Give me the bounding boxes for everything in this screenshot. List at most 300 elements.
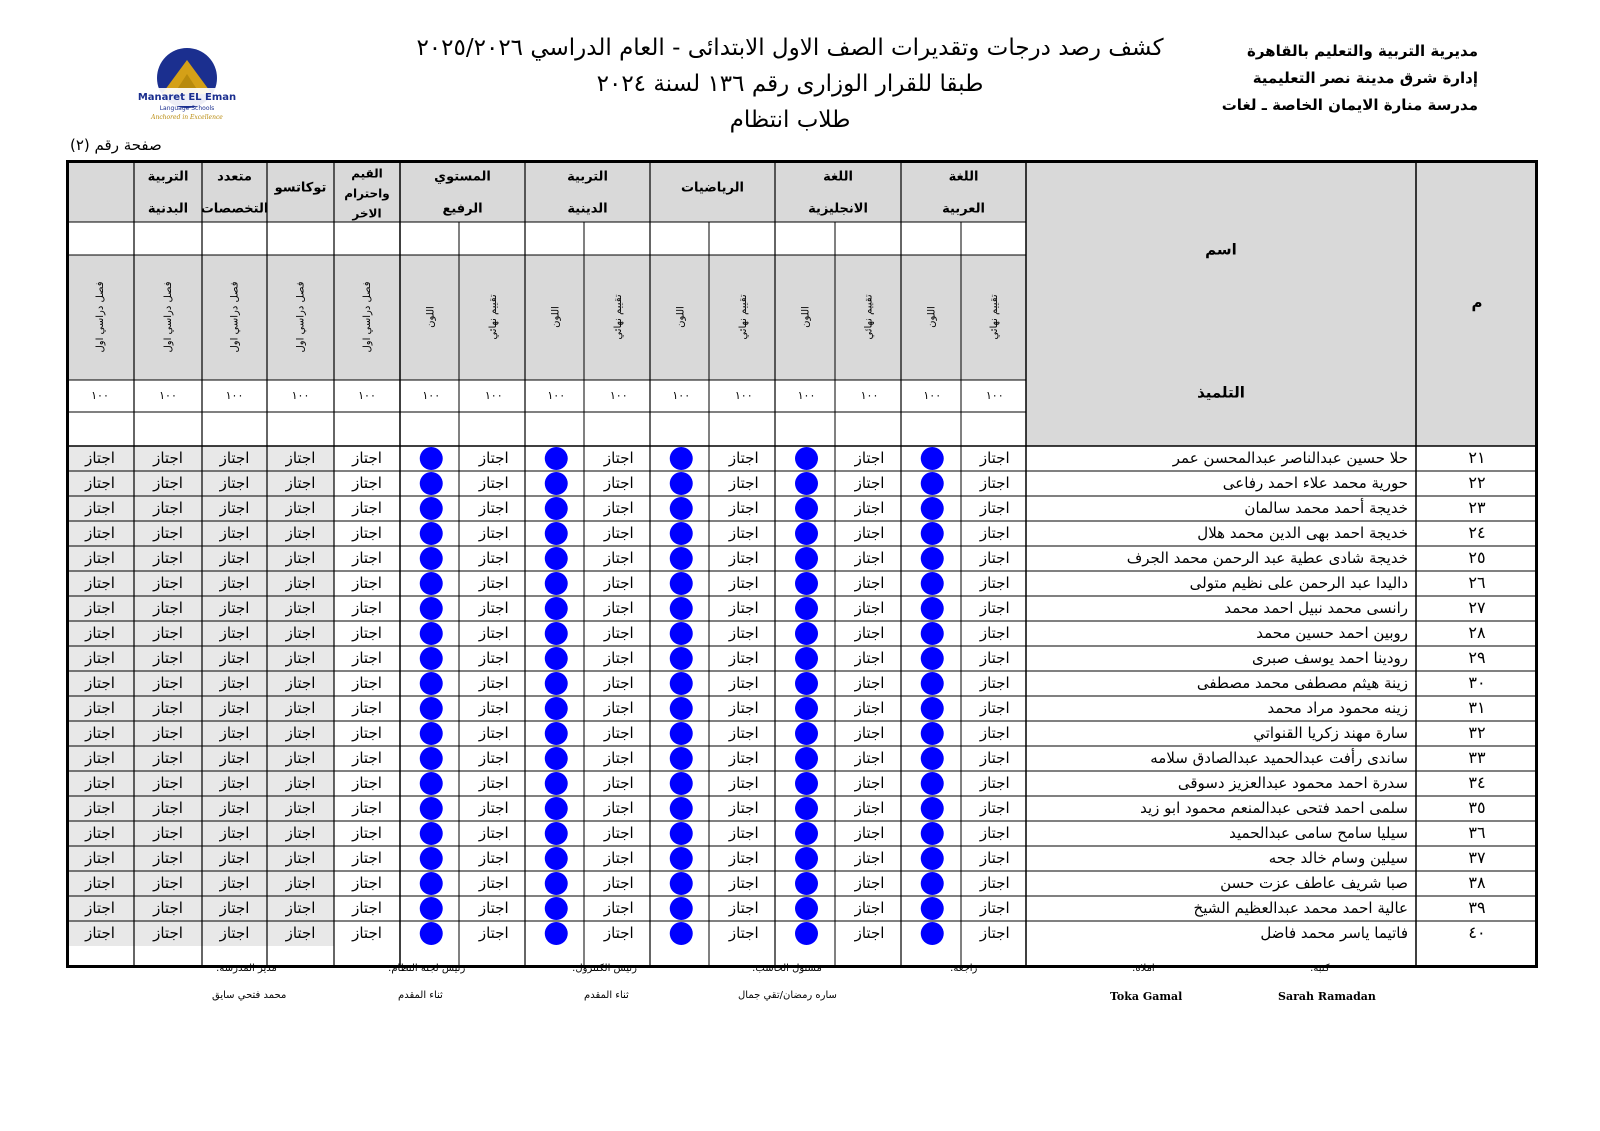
grade-cell: اجتاز <box>219 849 250 867</box>
row-number: ٣٨ <box>1468 873 1486 892</box>
grade-cell: اجتاز <box>603 799 634 817</box>
grade-color-dot <box>420 472 443 495</box>
grade-color-dot <box>921 772 944 795</box>
grade-cell: اجتاز <box>854 524 885 542</box>
grade-color-dot <box>670 597 693 620</box>
max-score: ١٠٠ <box>672 389 691 402</box>
grade-cell: اجتاز <box>603 674 634 692</box>
grade-cell: اجتاز <box>352 849 382 867</box>
grade-color-dot <box>545 597 568 620</box>
grade-cell: اجتاز <box>219 774 250 792</box>
grade-color-dot <box>670 922 693 945</box>
subject-header: واحترام <box>344 186 390 201</box>
grade-color-dot <box>921 497 944 520</box>
grade-cell: اجتاز <box>219 749 250 767</box>
grade-cell: اجتاز <box>728 549 759 567</box>
svg-text:Language Schools: Language Schools <box>159 105 215 112</box>
grade-cell: اجتاز <box>979 924 1010 942</box>
grade-cell: اجتاز <box>285 474 316 492</box>
svg-text:Manaret EL Eman: Manaret EL Eman <box>137 92 237 103</box>
grade-color-dot <box>921 672 944 695</box>
grade-cell: اجتاز <box>219 899 250 917</box>
grade-cell: اجتاز <box>478 649 509 667</box>
school-logo <box>132 46 242 124</box>
grade-color-dot <box>420 897 443 920</box>
student-name: خديجة احمد بهى الدين محمد هلال <box>1197 524 1408 542</box>
grade-cell: اجتاز <box>603 874 634 892</box>
grade-cell: اجتاز <box>854 624 885 642</box>
student-name: سدرة احمد محمود عبدالعزيز دسوقى <box>1177 774 1408 792</box>
grade-cell: اجتاز <box>603 574 634 592</box>
grade-color-dot <box>795 672 818 695</box>
principal-value: محمد فتحي سايق <box>212 990 287 1001</box>
grade-color-dot <box>795 597 818 620</box>
grade-color-dot <box>420 722 443 745</box>
grade-cell: اجتاز <box>352 699 382 717</box>
grade-cell: اجتاز <box>285 749 316 767</box>
grade-cell: اجتاز <box>603 924 634 942</box>
grade-cell: اجتاز <box>85 474 115 492</box>
grade-color-dot <box>420 497 443 520</box>
grade-cell: اجتاز <box>219 499 250 517</box>
subject-header: الانجليزية <box>808 201 868 217</box>
grade-cell: اجتاز <box>285 874 316 892</box>
grade-cell: اجتاز <box>219 924 250 942</box>
grade-cell: اجتاز <box>219 874 250 892</box>
grade-cell: اجتاز <box>352 624 382 642</box>
grade-color-dot <box>545 647 568 670</box>
grade-cell: اجتاز <box>979 549 1010 567</box>
grade-cell: اجتاز <box>285 624 316 642</box>
grade-cell: اجتاز <box>603 474 634 492</box>
header-band <box>66 412 1026 446</box>
grade-cell: اجتاز <box>85 549 115 567</box>
grade-cell: اجتاز <box>153 899 183 917</box>
grade-cell: اجتاز <box>85 824 115 842</box>
grade-cell: اجتاز <box>285 824 316 842</box>
grade-cell: اجتاز <box>478 574 509 592</box>
grade-color-dot <box>795 822 818 845</box>
grade-cell: اجتاز <box>478 849 509 867</box>
dictated-value: Toka Gamal <box>1110 990 1183 1003</box>
grade-cell: اجتاز <box>478 524 509 542</box>
grade-cell: اجتاز <box>85 599 115 617</box>
grade-color-dot <box>670 447 693 470</box>
grade-cell: اجتاز <box>728 624 759 642</box>
first-term-label: فصل دراسي اول <box>163 281 174 353</box>
max-score: ١٠٠ <box>860 389 879 402</box>
grade-cell: اجتاز <box>352 499 382 517</box>
grade-color-dot <box>670 722 693 745</box>
row-number: ٣٩ <box>1468 898 1486 917</box>
grade-color-dot <box>670 772 693 795</box>
row-number: ٢٤ <box>1468 523 1486 542</box>
grade-cell: اجتاز <box>85 924 115 942</box>
final-evaluation-label: تقييم نهائي <box>988 294 1000 340</box>
grade-cell: اجتاز <box>728 899 759 917</box>
dictated-label: املاه: <box>1132 963 1155 974</box>
grade-cell: اجتاز <box>352 524 382 542</box>
name-header-top: اسم <box>1205 240 1237 259</box>
grade-cell: اجتاز <box>219 724 250 742</box>
grade-color-dot <box>921 847 944 870</box>
grade-color-dot <box>921 922 944 945</box>
grade-cell: اجتاز <box>478 924 509 942</box>
grade-cell: اجتاز <box>979 849 1010 867</box>
grade-cell: اجتاز <box>979 649 1010 667</box>
subject-header: الرفيع <box>442 201 483 217</box>
grade-cell: اجتاز <box>979 574 1010 592</box>
grade-cell: اجتاز <box>979 724 1010 742</box>
grade-cell: اجتاز <box>854 724 885 742</box>
grade-cell: اجتاز <box>85 849 115 867</box>
grade-cell: اجتاز <box>352 574 382 592</box>
grade-color-dot <box>795 922 818 945</box>
grade-cell: اجتاز <box>153 774 183 792</box>
grade-color-dot <box>545 672 568 695</box>
grade-color-dot <box>670 897 693 920</box>
grade-color-dot <box>795 522 818 545</box>
grade-cell: اجتاز <box>478 899 509 917</box>
student-name: حورية محمد علاء احمد رفاعى <box>1222 474 1408 492</box>
student-name: سيلين وسام خالد جحه <box>1268 849 1408 867</box>
grade-color-dot <box>545 622 568 645</box>
grade-cell: اجتاز <box>85 524 115 542</box>
grade-cell: اجتاز <box>478 474 509 492</box>
grade-cell: اجتاز <box>979 599 1010 617</box>
final-evaluation-label: تقييم نهائي <box>612 294 624 340</box>
grade-color-dot <box>795 472 818 495</box>
reviewed-label: راجعه: <box>950 963 978 974</box>
grade-cell: اجتاز <box>153 524 183 542</box>
max-score: ١٠٠ <box>547 389 566 402</box>
grade-cell: اجتاز <box>728 524 759 542</box>
grade-cell: اجتاز <box>854 774 885 792</box>
color-label: اللون <box>926 306 938 328</box>
grade-color-dot <box>670 797 693 820</box>
grade-cell: اجتاز <box>219 699 250 717</box>
subject-header: اللغة <box>823 169 853 185</box>
grade-cell: اجتاز <box>478 774 509 792</box>
grade-cell: اجتاز <box>728 699 759 717</box>
grade-cell: اجتاز <box>603 824 634 842</box>
grade-cell: اجتاز <box>352 599 382 617</box>
grade-color-dot <box>545 572 568 595</box>
grade-cell: اجتاز <box>728 449 759 467</box>
student-name: فاتيما ياسر محمد فاضل <box>1260 924 1408 942</box>
header-band <box>66 222 1026 255</box>
row-number: ٢٢ <box>1468 473 1486 492</box>
grade-cell: اجتاز <box>728 574 759 592</box>
max-score: ١٠٠ <box>484 389 503 402</box>
grade-cell: اجتاز <box>979 824 1010 842</box>
max-score: ١٠٠ <box>358 389 376 402</box>
grade-cell: اجتاز <box>153 474 183 492</box>
subject-header: العربية <box>942 201 985 217</box>
grade-cell: اجتاز <box>854 549 885 567</box>
first-term-label: فصل دراسي اول <box>229 281 241 353</box>
control-value: ثناء المقدم <box>584 990 629 1001</box>
grade-color-dot <box>670 747 693 770</box>
grade-color-dot <box>795 897 818 920</box>
grade-cell: اجتاز <box>854 649 885 667</box>
grade-cell: اجتاز <box>153 699 183 717</box>
grade-color-dot <box>670 472 693 495</box>
grade-cell: اجتاز <box>603 649 634 667</box>
row-number: ٢٣ <box>1468 498 1486 517</box>
grade-cell: اجتاز <box>153 874 183 892</box>
grade-cell: اجتاز <box>603 524 634 542</box>
grade-cell: اجتاز <box>85 724 115 742</box>
grade-cell: اجتاز <box>352 474 382 492</box>
subject-header: التخصصات <box>200 201 269 217</box>
grade-color-dot <box>420 697 443 720</box>
grade-color-dot <box>670 822 693 845</box>
grade-cell: اجتاز <box>153 549 183 567</box>
grade-color-dot <box>545 447 568 470</box>
grade-color-dot <box>420 822 443 845</box>
grade-cell: اجتاز <box>979 699 1010 717</box>
subject-header: التربية <box>147 169 189 185</box>
grade-cell: اجتاز <box>728 824 759 842</box>
grade-color-dot <box>420 572 443 595</box>
organization-header <box>1178 38 1478 119</box>
row-number: ٢٥ <box>1468 548 1486 567</box>
page-number: صفحة رقم (٢) <box>70 136 162 154</box>
grade-color-dot <box>545 822 568 845</box>
row-number: ٢٧ <box>1468 598 1486 617</box>
grade-cell: اجتاز <box>352 724 382 742</box>
grade-cell: اجتاز <box>85 674 115 692</box>
grade-cell: اجتاز <box>153 724 183 742</box>
grade-color-dot <box>420 797 443 820</box>
color-label: اللون <box>550 306 562 328</box>
grade-cell: اجتاز <box>285 899 316 917</box>
grade-cell: اجتاز <box>603 849 634 867</box>
grade-cell: اجتاز <box>728 749 759 767</box>
max-score: ١٠٠ <box>609 389 628 402</box>
committee-value: ثناء المقدم <box>398 990 443 1001</box>
grade-cell: اجتاز <box>153 824 183 842</box>
grade-color-dot <box>545 772 568 795</box>
color-label: اللون <box>800 306 812 328</box>
written-by-label: كتبه: <box>1310 963 1330 974</box>
grade-color-dot <box>420 447 443 470</box>
student-name: حلا حسين عبدالناصر عبدالمحسن عمر <box>1172 449 1408 467</box>
decree-line: طبقا للقرار الوزارى رقم ١٣٦ لسنة ٢٠٢٤ <box>596 71 984 97</box>
grade-cell: اجتاز <box>219 549 250 567</box>
grade-cell: اجتاز <box>153 649 183 667</box>
grade-color-dot <box>420 672 443 695</box>
grade-cell: اجتاز <box>153 749 183 767</box>
grade-cell: اجتاز <box>478 724 509 742</box>
grade-cell: اجتاز <box>854 924 885 942</box>
grade-cell: اجتاز <box>85 624 115 642</box>
subject-header: الرياضيات <box>680 180 745 196</box>
grade-cell: اجتاز <box>854 574 885 592</box>
grade-color-dot <box>670 497 693 520</box>
grade-cell: اجتاز <box>478 599 509 617</box>
grade-cell: اجتاز <box>854 799 885 817</box>
grade-color-dot <box>921 697 944 720</box>
grade-color-dot <box>545 697 568 720</box>
grade-cell: اجتاز <box>352 449 382 467</box>
grade-cell: اجتاز <box>352 674 382 692</box>
grade-cell: اجتاز <box>603 774 634 792</box>
grade-color-dot <box>670 547 693 570</box>
grade-cell: اجتاز <box>352 924 382 942</box>
grade-color-dot <box>921 447 944 470</box>
grade-cell: اجتاز <box>979 474 1010 492</box>
grade-cell: اجتاز <box>854 674 885 692</box>
row-number: ٢٩ <box>1468 648 1486 667</box>
grade-color-dot <box>545 747 568 770</box>
grade-color-dot <box>670 522 693 545</box>
student-name: داليدا عبد الرحمن على نظيم متولى <box>1189 574 1408 592</box>
grade-cell: اجتاز <box>153 574 183 592</box>
subject-header: البدنية <box>147 201 189 217</box>
grade-cell: اجتاز <box>85 574 115 592</box>
grade-cell: اجتاز <box>728 724 759 742</box>
grade-cell: اجتاز <box>153 674 183 692</box>
grade-cell: اجتاز <box>285 799 316 817</box>
grade-color-dot <box>795 847 818 870</box>
grade-color-dot <box>670 647 693 670</box>
grade-color-dot <box>795 547 818 570</box>
grade-cell: اجتاز <box>219 799 250 817</box>
grade-cell: اجتاز <box>603 449 634 467</box>
grade-cell: اجتاز <box>219 474 250 492</box>
grade-cell: اجتاز <box>854 749 885 767</box>
student-name: رودينا احمد يوسف صبرى <box>1251 649 1408 667</box>
grade-cell: اجتاز <box>728 599 759 617</box>
svg-text:Anchored in Excellence: Anchored in Excellence <box>151 114 223 121</box>
grade-cell: اجتاز <box>854 699 885 717</box>
grade-cell: اجتاز <box>603 724 634 742</box>
grade-cell: اجتاز <box>285 499 316 517</box>
grade-color-dot <box>921 872 944 895</box>
max-score: ١٠٠ <box>91 389 109 402</box>
max-score: ١٠٠ <box>923 389 942 402</box>
grade-cell: اجتاز <box>728 924 759 942</box>
grade-cell: اجتاز <box>219 674 250 692</box>
grade-color-dot <box>545 897 568 920</box>
max-score: ١٠٠ <box>422 389 441 402</box>
number-header: م <box>1471 293 1483 312</box>
first-term-label: فصل دراسي اول <box>95 281 106 353</box>
header-band <box>66 380 1026 412</box>
max-score: ١٠٠ <box>225 389 244 402</box>
grade-color-dot <box>921 722 944 745</box>
grade-color-dot <box>795 572 818 595</box>
grade-cell: اجتاز <box>285 699 316 717</box>
row-number: ٣٧ <box>1468 848 1486 867</box>
grade-cell: اجتاز <box>352 774 382 792</box>
student-name: صبا شريف عاطف عزت حسن <box>1220 874 1408 892</box>
student-type-line: طلاب انتظام <box>729 107 851 133</box>
grade-color-dot <box>420 872 443 895</box>
max-score: ١٠٠ <box>797 389 816 402</box>
grade-cell: اجتاز <box>85 874 115 892</box>
max-score: ١٠٠ <box>734 389 753 402</box>
grade-cell: اجتاز <box>603 699 634 717</box>
subject-header: توكاتسو <box>274 180 327 196</box>
grade-color-dot <box>420 522 443 545</box>
first-term-label: فصل دراسي اول <box>295 281 307 353</box>
grade-cell: اجتاز <box>979 899 1010 917</box>
student-name: خديجة أحمد محمد سالمان <box>1244 499 1408 517</box>
grade-cell: اجتاز <box>85 774 115 792</box>
grade-cell: اجتاز <box>854 499 885 517</box>
grade-cell: اجتاز <box>153 624 183 642</box>
row-number: ٢٨ <box>1468 623 1486 642</box>
computer-value: ساره رمضان/تقي جمال <box>738 990 837 1001</box>
student-name: سلمى احمد فتحى عبدالمنعم محمود ابو زيد <box>1140 799 1408 817</box>
grade-color-dot <box>795 447 818 470</box>
grade-cell: اجتاز <box>603 624 634 642</box>
written-by-value: Sarah Ramadan <box>1278 990 1376 1003</box>
grade-cell: اجتاز <box>219 524 250 542</box>
grade-color-dot <box>545 922 568 945</box>
grade-cell: اجتاز <box>478 674 509 692</box>
grade-cell: اجتاز <box>219 824 250 842</box>
max-score: ١٠٠ <box>985 389 1004 402</box>
grade-color-dot <box>670 672 693 695</box>
grade-cell: اجتاز <box>153 849 183 867</box>
grade-cell: اجتاز <box>854 874 885 892</box>
grade-color-dot <box>670 872 693 895</box>
grade-color-dot <box>545 472 568 495</box>
grade-color-dot <box>795 747 818 770</box>
grade-color-dot <box>545 547 568 570</box>
directorate-line: مديرية التربية والتعليم بالقاهرة <box>1247 42 1478 60</box>
grade-color-dot <box>420 647 443 670</box>
grade-cell: اجتاز <box>85 749 115 767</box>
grade-cell: اجتاز <box>478 874 509 892</box>
grade-cell: اجتاز <box>153 599 183 617</box>
subject-header: التربية <box>567 169 608 185</box>
grade-color-dot <box>921 647 944 670</box>
grade-color-dot <box>420 747 443 770</box>
row-number: ٢٦ <box>1468 573 1486 592</box>
grade-cell: اجتاز <box>219 574 250 592</box>
row-number: ٣٢ <box>1468 723 1486 742</box>
grade-cell: اجتاز <box>979 774 1010 792</box>
school-line: مدرسة منارة الايمان الخاصة ـ لغات <box>1221 96 1478 114</box>
grade-color-dot <box>921 597 944 620</box>
grade-cell: اجتاز <box>478 499 509 517</box>
row-number: ٣٥ <box>1468 798 1486 817</box>
grade-cell: اجتاز <box>728 474 759 492</box>
grade-color-dot <box>545 497 568 520</box>
grade-cell: اجتاز <box>603 599 634 617</box>
row-number: ٢١ <box>1468 448 1486 467</box>
principal-label: مدير المدرسة: <box>216 963 277 974</box>
row-number: ٤٠ <box>1468 923 1486 942</box>
max-score: ١٠٠ <box>291 389 310 402</box>
grade-color-dot <box>420 597 443 620</box>
grade-cell: اجتاز <box>979 674 1010 692</box>
grade-cell: اجتاز <box>603 749 634 767</box>
grade-cell: اجتاز <box>352 749 382 767</box>
grade-color-dot <box>921 797 944 820</box>
grade-cell: اجتاز <box>285 524 316 542</box>
subject-header: الاخر <box>352 206 382 221</box>
grade-cell: اجتاز <box>478 549 509 567</box>
grade-cell: اجتاز <box>979 524 1010 542</box>
grade-cell: اجتاز <box>285 599 316 617</box>
grade-cell: اجتاز <box>219 649 250 667</box>
